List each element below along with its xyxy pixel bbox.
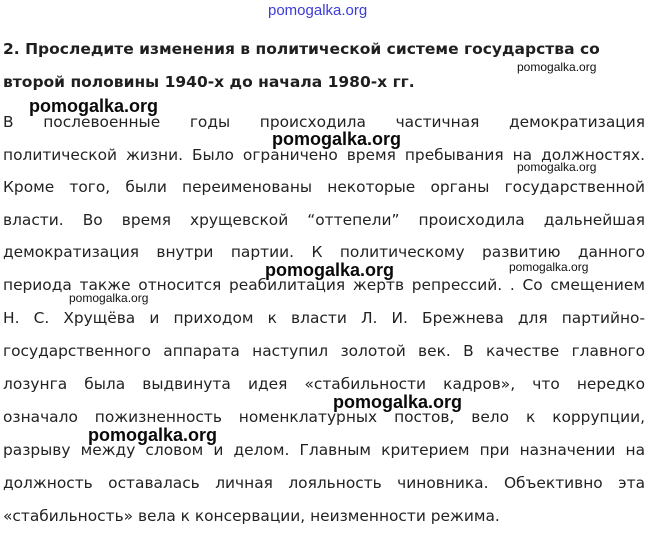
question-heading-line-1: 2. Проследите изменения в политической системе государства со — [3, 40, 600, 58]
paragraph-line: политической жизни. Было ограничено время пребывания на должностях. — [3, 146, 645, 164]
paragraph-line: периода также относится реабилитация жертв репрессий. . Со смещением — [3, 276, 645, 294]
question-heading-line-2: второй половины 1940-х до начала 1980-х гг. — [3, 73, 415, 91]
paragraph-line: демократизация внутри партии. К политическому развитию данного — [3, 243, 645, 261]
paragraph-line: лозунга была выдвинута идея «стабильности кадров», что нередко — [3, 375, 645, 393]
paragraph-line: государственного аппарата наступил золотой век. В качестве главного — [3, 342, 645, 360]
paragraph-line: власти. Во время хрущевской “оттепели” происходила дальнейшая — [3, 211, 645, 229]
paragraph-line: разрыву между словом и делом. Главным критерием при назначении на — [3, 441, 645, 459]
watermark: pomogalka.org — [509, 260, 589, 274]
watermark: pomogalka.org — [517, 60, 597, 74]
watermark: pomogalka.org — [69, 291, 149, 305]
header-watermark: pomogalka.org — [268, 2, 368, 19]
paragraph-line: Кроме того, были переименованы некоторые органы государственной — [3, 178, 645, 196]
paragraph-line: Н. С. Хрущёва и приходом к власти Л. И. Брежнева для партийно- — [3, 309, 645, 327]
paragraph-line: «стабильность» вела к консервации, неизменности режима. — [3, 507, 500, 525]
paragraph-line: означало пожизненность номенклатурных постов, вело к коррупции, — [3, 408, 645, 426]
watermark: pomogalka.org — [333, 392, 463, 412]
watermark: pomogalka.org — [272, 129, 402, 149]
watermark: pomogalka.org — [29, 96, 159, 116]
watermark: pomogalka.org — [517, 160, 597, 174]
watermark: pomogalka.org — [88, 425, 218, 445]
paragraph-line: должность оставалась личная лояльность чиновника. Объективно эта — [3, 474, 645, 492]
watermark: pomogalka.org — [265, 260, 395, 280]
paragraph-line: В послевоенные годы происходила частичная демократизация — [3, 113, 645, 131]
